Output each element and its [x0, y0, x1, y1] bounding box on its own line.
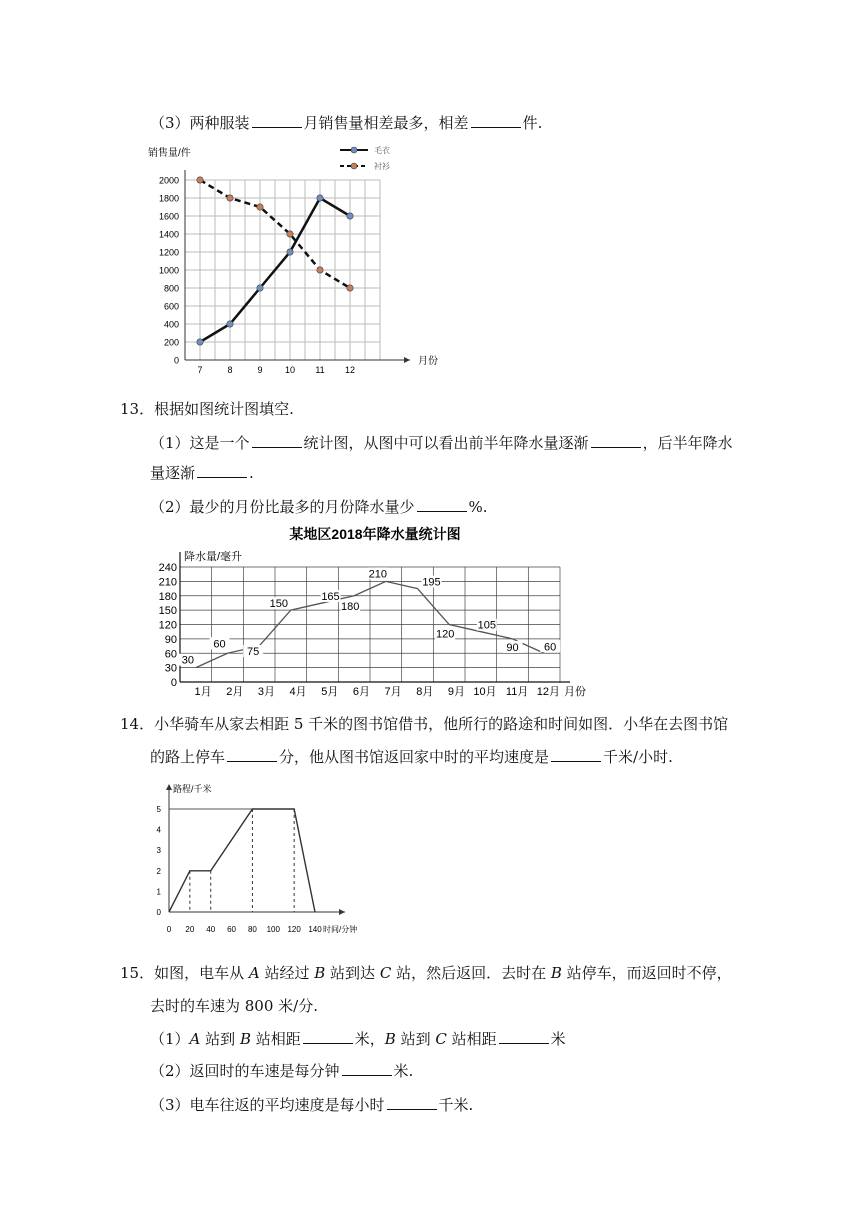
x-tick-label: 100: [266, 925, 280, 934]
data-label: 105: [477, 619, 497, 632]
x-tick-label: 80: [247, 925, 257, 934]
x-tick-label: 8: [227, 365, 233, 375]
y-tick-label: 0: [170, 677, 177, 689]
answer-blank[interactable]: [417, 510, 467, 512]
data-label: 75: [247, 646, 260, 659]
y-tick-label: 2: [156, 866, 161, 876]
x-tick-label: 140: [308, 925, 322, 934]
y-tick-label: 210: [158, 576, 177, 589]
x-axis-label: 月份: [564, 686, 586, 698]
legend-label: 衬衫: [374, 162, 390, 171]
y-axis-label: 销售量/件: [148, 148, 191, 159]
y-axis-label: 路程/千米: [173, 784, 212, 794]
q14-text-b: 分，他从图书馆返回家中时的平均速度是: [279, 748, 550, 766]
x-tick-label: 5月: [321, 686, 339, 698]
station-c: C: [435, 1030, 447, 1048]
y-tick-label: 150: [158, 605, 177, 618]
q15-line1: [120, 962, 732, 983]
distance-line: [169, 809, 315, 912]
x-tick-label: 0: [166, 925, 172, 934]
data-point: [347, 213, 353, 219]
q13-p2-text-b: %.: [468, 498, 488, 516]
x-tick-label: 10: [284, 365, 296, 375]
q15-p1-text-b: 站到: [200, 1030, 240, 1048]
x-tick-label: 4月: [289, 686, 307, 698]
q15-p1-text-c2: 站相距: [446, 1030, 497, 1048]
q15-text-a: 15．如图，电车从: [120, 964, 249, 982]
q13-p1-text-d: 量逐渐: [150, 464, 196, 482]
q13-p2-text-a: （2）最少的月份比最多的月份降水量少: [150, 498, 415, 516]
station-a: A: [189, 1030, 201, 1048]
answer-blank[interactable]: [252, 446, 302, 448]
q15-text-c: 站到达: [325, 964, 380, 982]
q15-text-e: 站停车，而返回时不停，: [561, 964, 732, 982]
rainfall-line-chart: [150, 522, 600, 700]
y-tick-label: 3: [156, 846, 161, 856]
chart-title: 某地区2018年降水量统计图: [289, 526, 461, 542]
data-label: 165: [321, 590, 340, 603]
answer-blank[interactable]: [499, 1042, 549, 1044]
q15-line2: 去时的车速为 800 米/分.: [150, 997, 318, 1015]
x-tick-label: 11月: [505, 686, 529, 698]
data-label: 210: [368, 568, 388, 581]
q13-p1-text-e: .: [249, 464, 254, 482]
q15-p1-text-a: （1）: [150, 1030, 190, 1048]
x-tick-label: 12: [344, 365, 356, 375]
q15-text-b: 站经过: [259, 964, 315, 982]
x-tick-label: 11: [315, 365, 325, 375]
x-axis-arrow: [339, 909, 345, 915]
q13-p1-text-a: （1）这是一个: [150, 434, 250, 452]
station-b: B: [239, 1030, 251, 1048]
y-tick-label: 200: [163, 337, 179, 348]
q15-part2: [150, 1060, 413, 1081]
data-point: [197, 339, 203, 345]
data-label: 120: [435, 628, 455, 641]
x-tick-label: 7: [197, 365, 203, 375]
y-tick-label: 1600: [158, 211, 179, 222]
x-tick-label: 10月: [473, 686, 497, 698]
data-point: [257, 285, 263, 291]
distance-time-chart: [145, 780, 375, 940]
y-tick-label: 1800: [158, 193, 179, 204]
y-tick-label: 1400: [158, 229, 179, 240]
q15-p1-text-e: 米: [550, 1030, 566, 1048]
x-tick-label: 1月: [194, 686, 212, 698]
legend-marker: [351, 147, 357, 153]
answer-blank[interactable]: [252, 126, 302, 128]
data-point: [347, 285, 353, 291]
x-axis-label: 时间/分钟: [323, 925, 358, 934]
y-tick-label: 400: [163, 319, 179, 330]
y-axis-label: 降水量/毫升: [184, 551, 243, 563]
q13-p1-text-b: 统计图，从图中可以看出前半年降水量逐渐: [303, 434, 589, 452]
y-tick-label: 1200: [158, 247, 179, 258]
y-tick-label: 1: [156, 887, 161, 897]
station-b: B: [314, 964, 326, 982]
y-tick-label: 180: [158, 590, 177, 603]
x-axis-label: 月份: [418, 356, 438, 367]
q12-part3-text-b: 月销售量相差最多，相差: [303, 114, 469, 132]
answer-blank[interactable]: [387, 1108, 437, 1110]
data-point: [317, 195, 323, 201]
answer-blank[interactable]: [342, 1074, 392, 1076]
q14-line1: 14．小华骑车从家去相距 5 千米的图书馆借书，他所行的路途和时间如图．小华在去图书馆: [120, 715, 729, 733]
x-tick-label: 2月: [226, 686, 244, 698]
y-tick-label: 30: [164, 662, 177, 675]
y-tick-label: 60: [164, 648, 177, 661]
q15-p1-text-c: 站相距: [250, 1030, 301, 1048]
station-b: B: [384, 1030, 396, 1048]
station-a: A: [248, 964, 260, 982]
y-tick-label: 240: [158, 562, 177, 574]
q14-text-c: 千米/小时.: [603, 748, 673, 766]
q13-p1-text-c: ，后半年降水: [642, 434, 733, 452]
legend-marker: [351, 163, 357, 169]
q15-p2-text-a: （2）返回时的车速是每分钟: [150, 1062, 340, 1080]
x-axis-arrow: [404, 357, 410, 363]
y-axis-arrow: [166, 784, 172, 790]
data-point: [197, 177, 203, 183]
q14-text-a: 的路上停车: [150, 748, 226, 766]
x-tick-label: 3月: [257, 686, 275, 698]
x-tick-label: 9: [257, 365, 263, 375]
y-tick-label: 0: [156, 908, 161, 917]
y-tick-label: 90: [164, 633, 177, 646]
x-tick-label: 8月: [416, 686, 434, 698]
x-tick-label: 7月: [384, 686, 402, 698]
x-tick-label: 60: [227, 925, 237, 934]
q15-p2-text-b: 米.: [393, 1062, 414, 1080]
q15-p1-text-b2: 站到: [395, 1030, 436, 1048]
answer-blank[interactable]: [197, 476, 247, 478]
y-tick-label: 2000: [158, 175, 179, 186]
answer-blank[interactable]: [471, 126, 521, 128]
x-tick-label: 20: [185, 925, 195, 934]
data-label: 90: [506, 641, 519, 654]
data-point: [227, 195, 233, 201]
data-label: 195: [422, 576, 441, 589]
x-tick-label: 12月: [536, 686, 560, 698]
data-point: [257, 204, 263, 210]
q15-p3-text-b: 千米.: [438, 1096, 474, 1114]
y-tick-label: 1000: [158, 265, 179, 276]
data-point: [317, 267, 323, 273]
answer-blank[interactable]: [591, 446, 641, 448]
q13-part1: [150, 432, 733, 453]
x-tick-label: 6月: [352, 686, 370, 698]
q12-part3-text-a: （3）两种服装: [150, 114, 250, 132]
data-point: [287, 231, 293, 237]
y-tick-label: 0: [173, 355, 179, 366]
q15-text-d: 站，然后返回．去时在: [391, 964, 551, 982]
data-label: 60: [213, 638, 226, 651]
q15-p3-text-a: （3）电车往返的平均速度是每小时: [150, 1096, 385, 1114]
q15-part3: [150, 1094, 473, 1115]
x-tick-label: 120: [287, 925, 301, 934]
y-tick-label: 600: [163, 301, 179, 312]
station-c: C: [379, 964, 392, 982]
station-b: B: [550, 964, 562, 982]
y-tick-label: 5: [156, 805, 161, 814]
answer-blank[interactable]: [303, 1042, 353, 1044]
q13-stem: 13．根据如图统计图填空.: [120, 400, 294, 418]
data-label: 150: [269, 598, 289, 611]
q13-part1-cont: [150, 462, 254, 483]
answer-blank[interactable]: [551, 760, 601, 762]
q12-part3-text-c: 件.: [522, 114, 543, 132]
x-tick-label: 9月: [447, 686, 465, 698]
q15-part1: [150, 1028, 566, 1049]
data-label: 60: [544, 641, 557, 654]
answer-blank[interactable]: [227, 760, 277, 762]
x-tick-label: 40: [206, 925, 216, 934]
data-point: [287, 249, 293, 255]
legend-label: 毛衣: [374, 146, 390, 155]
q14-line2: [150, 746, 673, 767]
data-label: 30: [181, 654, 194, 667]
q15-p1-text-d: 米，: [354, 1030, 385, 1048]
data-point: [227, 321, 233, 327]
q12-part3: [150, 112, 542, 133]
q13-part2: [150, 496, 488, 517]
y-tick-label: 4: [156, 825, 161, 835]
y-tick-label: 120: [158, 619, 177, 632]
data-label: 180: [340, 600, 360, 613]
sales-line-chart: [140, 140, 438, 375]
y-tick-label: 800: [163, 283, 179, 294]
